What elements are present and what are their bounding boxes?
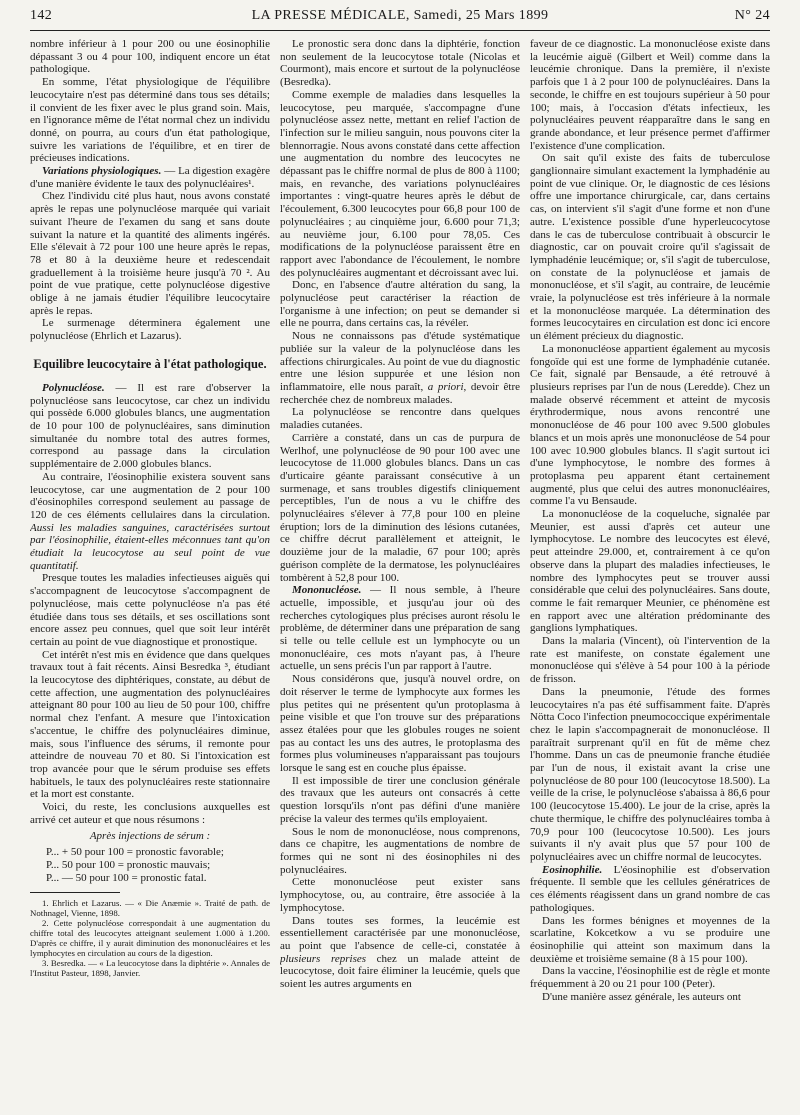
paragraph: Cet intérêt n'est mis en évidence que dans quelques travaux tout à fait récents. Ainsi Besredka ³, étudiant la leucocytose des diphtériques, constate, au début de cette affection, une augmentation des polynucléaires atteignant 80 pour 100 au lieu de 50 pour 100, chiffre normal chez l'enfant. A mesure que l'intoxication s'accentue, le chiffre des polynucléaires diminue, mais, sous l'influence des sérums, il remonte pour atteindre de nouveau 70 et 80. Si l'intoxication est trop avancée pour que le sérum produise ses effets habituels, le taux des polynucléaires reste stationnaire et la mort est constante. [30,648,270,801]
paragraph-italic: Aussi les maladies sanguines, caractérisées surtout par l'éosinophilie, étaient-elles méconnues tant qu'on étudiait la leucocytose au seul point de vue quantitatif. [30,521,270,572]
paragraph: Dans les formes bénignes et moyennes de la scarlatine, Kokcetkow a vu se produire une éosinophilie qui atteint son maximum dans la deuxième et troisième semaine (8 à 15 pour 100). [530,914,770,965]
paragraph: On sait qu'il existe des faits de tuberculose ganglionnaire simulant exactement la lymphadénie au point de vue clinique. Or, le diagnostic de ces lésions offre une importance chirurgicale, car, dans certains cas, on intervient s'il s'agit d'une forme et non d'une autre. L'existence possible d'une hyperleucocytose dans le cas de tuberculose contribuait à obscurcir le diagnostic, car on pouvait croire qu'il s'agissait de lymphadénie leucémique; or, s'il s'agit de tuberculose, on constate de la polynucléose et jamais de mononucléose, et s'il s'agit, au contraire, de leucémie vraie, la polynucléose est très inférieure à la normale et la mononucléose marquée. La détermination des formes leucocytaires en circulation est donc ici encore un élément précieux du diagnostic. [530,152,770,343]
paragraph-text: , devoir être recherchée chez de nombreux malades. [280,380,520,406]
paragraph: Chez l'individu cité plus haut, nous avons constaté après le repas une polynucléose marquée qui variait suivant l'heure de l'examen du sang et sans doute suivant la nature et la quantité des aliments ingérés. Elle s'élevait à 72 pour 100 une heure après le repas, 78 et 80 à la deuxième heure et redescendait graduellement à la troisième heure jusqu'à 70 ². Au point de vue pratique, cette polynucléose digestive oblige à ne jamais étudier l'équilibre leucocytaire après le repas. [30,190,270,317]
footnote: 2. Cette polynucléose correspondait à une augmentation du chiffre total des leucocytes atteignant seulement 1.000 à 1.200. D'après ce chiffre, il y aurait diminution des mononucléaires et les lymphocytes en circulation au cours de la digestion. [30,918,270,959]
paragraph: Le pronostic sera donc dans la diphtérie, fonction non seulement de la leucocytose totale (Nicolas et Courmont), mais encore et surtout de la polynucléose (Besredka). [280,38,520,89]
footnote: 3. Besredka. — « La leucocytose dans la diphtérie ». Annales de l'Institut Pasteur, 1898, Janvier. [30,958,270,979]
paragraph: Dans la pneumonie, l'étude des formes leucocytaires n'a pas été suffisamment faite. D'après Nötta Coco l'infection pneumococcique expérimentale chez le lapin s'accompagnerait de mononucléose. Il paraîtrait surprenant qu'il en fût de même chez l'homme. Dans un cas de pneumonie franche étudiée par l'un de nous, il existait avant la crise une polynucléose de 80 pour 100 (leucocytose 18.500). La veille de la crise, le polynucléose s'abaissa à 86,6 pour 100 (leucocytose 15.400). Le jour de la crise, après la chute thermique, le chiffre des polynucléaires tomba à 70,9 pour 100 (leucocytose 10.500). Les jours suivants il n'y avait plus que 57 pour 100 de polynucléaires avec un chiffre normal de leucocytes. [530,685,770,863]
paragraph-text: — Il est rare d'observer la polynucléose sans leucocytose, car chez un individu qui possède 6.000 globules blancs, une augmentation de 10 pour 100 de polynucléaires, sans diminution simultanée du nombre total des autres formes, correspond au passage dans la circulation supplémentaire de 2.000 globules blancs. [30,381,270,471]
paragraph-italic: a priori [427,380,464,393]
formula-title: Après injections de sérum : [89,830,211,843]
paragraph-text: Nous ne connaissons pas d'étude systématique publiée sur la valeur de la polynucléose dans les affections chirurgicales. Au point de vue du diagnostic entre une lésion suppurée et une lésion non inflammatoire, elle nous paraît, [280,330,520,393]
journal-title-date: LA PRESSE MÉDICALE, Samedi, 25 Mars 1899 [251,8,549,23]
paragraph: nombre inférieur à 1 pour 200 ou une éosinophilie dépassant 3 ou 4 pour 100, indiquent encore un état pathologique. [30,38,270,76]
footnote-divider [30,892,120,893]
paragraph [280,915,520,991]
paragraph: Dans la vaccine, l'éosinophilie est de règle et monte fréquemment à 20 ou 21 pour 100 (Peter). [530,965,770,991]
paragraph-text: L'éosinophilie est d'observation fréquente. Il semble que les cellules génératrices de ces éléments réagissent dans un grand nombre de cas pathologiques. [530,863,770,914]
paragraph [30,165,270,190]
paragraph: D'une manière assez générale, les auteurs ont [542,990,741,1003]
paragraph: Voici, du reste, les conclusions auxquelles est arrivé cet auteur et que nous résumons : [30,801,270,826]
subheading-mononucleose: Mononucléose. [292,584,362,597]
paragraph: Il est impossible de tirer une conclusion générale des travaux que les auteurs ont consacrés à cette question lorsqu'ils n'ont pas défini d'une manière précise la valeur des termes qu'ils employaient. [280,774,520,825]
footnote: 1. Ehrlich et Lazarus. — « Die Anæmie ». Traité de path. de Nothnagel, Vienne, 1898. [30,898,270,919]
paragraph: Dans la malaria (Vincent), où l'intervention de la rate est manifeste, on constate également une mononucléose qui s'élève à 54 pour 100 à la période de frisson. [530,635,770,686]
issue-number: N° 24 [734,8,770,23]
article-columns [30,38,770,1109]
paragraph: Comme exemple de maladies dans lesquelles la leucocytose, peu marquée, s'accompagne d'une polynucléose assez nette, mettant en relief l'action de l'infection sur le milieu sanguin, nous pouvons citer la blennorragie. Nous avons constaté dans cette affection une augmentation du nombre des leucocytes ne dépassant pas le chiffre normal de plus de 800 à 1100; mais, en revanche, des variations polynucléaires importantes : vingt-quatre heures après le début de l'écoulement, 6.300 leucocytes pour 66,8 pour 100 de polynucléaires ; au cinquième jour, 6.600 pour 71,3; au neuvième jour, 6.100 pour 78,05. Ces modifications de la polynucléose paraissent être en rapport avec l'abondance de l'écoulement, le nombre des polynucléaires augmentant et décroissant avec lui. [280,88,520,279]
paragraph-text: Au contraire, l'éosinophilie existera souvent sans leucocytose, car une augmentation de 2 pour 100 d'éosinophiles correspond seulement au passage de 120 de ces éléments cellulaires dans la circulation. [30,470,270,521]
paragraph: La mononucléose appartient également au mycosis fongoïde qui est une forme de lymphadénie cutanée. Ce fait, signalé par Bensaude, a été retrouvé à plusieurs reprises par l'un de nous (Leredde). Chez un malade observé récemment et atteint de mycosis érythrodermique, nous avons rencontré une mononucléose de 46 pour 100 avec 9.500 globules blancs et un mois après une mononucléose de 54 pour 100 avec 10.900 globules blancs. Il s'agit surtout ici d'une lymphocytose, le nombre des formes à protoplasma peu apparent étant certainement augmenté, plus que celui des autres mononucléaires, comme l'a vu Bensaude. [530,342,770,508]
column-3 [530,38,770,1109]
paragraph: Sous le nom de mononucléose, nous comprenons, dans ce chapitre, les augmentations de nombre de formes qui ne sont ni des éosinophiles ni des polynucléaires. [280,825,520,876]
page-header [30,6,770,31]
paragraph: Donc, en l'absence d'autre altération du sang, la polynucléose peut caractériser la réaction de l'organisme à une infection; on peut se demander si elle ne pourra, dans certains cas, la révéler. [280,279,520,330]
paragraph: La mononucléose de la coqueluche, signalée par Meunier, est aussi d'après cet auteur une lymphocytose. Le nombre des leucocytes est élevé, peut atteindre 29.000, et, contrairement à ce qu'on observe dans la plupart des maladies infectieuses, le nombre des lymphocytes peut se trouver aussi considérable que celui des polynucléaires. Sans doute, comme le fait remarquer Meunier, ce phénomène est en rapport avec une altération prédominante des ganglions lymphatiques. [530,508,770,635]
paragraph-italic: plusieurs reprises [280,952,367,965]
paragraph: La polynucléose se rencontre dans quelques maladies cutanées. [280,406,520,432]
paragraph: En somme, l'état physiologique de l'équilibre leucocytaire n'est pas déterminé dans tous ses détails; il convient de les fixer avec le plus grand soin. Mais, en l'ignorance même de l'état normal chez un individu donné, on pourra, au cours d'un état pathologique, suivre les variations de l'équilibre, et en tirer de précieuses indications. [30,76,270,165]
paragraph [30,471,270,573]
paragraph: Le surmenage déterminera également une polynucléose (Ehrlich et Lazarus). [30,317,270,343]
paragraph: Carrière a constaté, dans un cas de purpura de Werlhof, une polynucléose de 90 pour 100 avec une leucocytose de 11.000 globules blancs. Dans un cas d'urticaire géante paraissant consécutive à un surmenage, et sans troubles digestifs cliniquement perceptibles, l'un de nous a vu le chiffre des polynucléaires s'élever à 77,8 pour 100 en pleine éruption; lors de la diminution des lésions cutanées, ce chiffre décrut parallèlement et atteignit, le douzième jour de la maladie, 67 pour 100; après guérison complète de la dermatose, les polynucléaires tombèrent à 52,8 pour 100. [280,431,520,584]
paragraph [30,382,270,471]
column-2 [280,38,520,1109]
paragraph-text: chez un malade atteint de leucocytose, doit faire éliminer la leucémie, quels que soient les autres arguments en [280,952,520,991]
formula-line: P... 50 pour 100 = pronostic mauvais; [46,858,211,871]
column-1 [30,38,270,1109]
subheading-eosinophilie: Eosinophilie. [542,863,603,876]
paragraph: Nous considérons que, jusqu'à nouvel ordre, on doit réserver le terme de lymphocyte aux formes les plus petites qui ne présentent qu'un protoplasma à peine visible et que l'on trouve sur des préparations assez étalées pour que les globules rouges ne soient pas au contact les uns des autres, le protoplasma des formes plus volumineuses n'apparaissant pas toujours lorsque le sang est en couche plus épaisse. [280,673,520,775]
formula-line: P... + 50 pour 100 = pronostic favorable; [46,846,224,859]
paragraph: Cette mononucléose peut exister sans lymphocytose, ou, au contraire, être associée à la lymphocytose. [280,876,520,914]
paragraph [280,330,520,406]
paragraph-text: — La digestion exagère d'une manière évidente le taux des polynucléaires¹. [30,165,270,190]
paragraph-text: — Il nous semble, à l'heure actuelle, impossible, et jusqu'au jour où des recherches cytologiques plus précises auront résolu le problème, de déterminer dans une préparation de sang si telle ou telle cellule est un lymphocyte ou un mononucléaire, ces mots n'ayant pas, à l'heure actuelle, un sens précis l'un par rapport à l'autre. [280,584,520,673]
section-title: Equilibre leucocytaire à l'état pathologique. [33,356,267,371]
paragraph [530,864,770,915]
paragraph [280,584,520,673]
paragraph: Presque toutes les maladies infectieuses aiguës qui s'accompagnent de leucocytose s'accompagnent de polynucléose, mais cette polynucléose n'a pas été étudiée dans tous ses détails, et ses oscillations sont encore assez peu connues, quel que soit leur intérêt certain au point de vue diagnostique et pronostique. [30,572,270,648]
subheading-polynucleose: Polynucléose. [42,381,105,394]
page-number: 142 [30,8,53,23]
paragraph-text: Dans toutes ses formes, la leucémie est essentiellement caractérisée par une mononucléose, au point que l'absence de celle-ci, constatée à [280,914,520,952]
subheading-variations: Variations physiologiques. [42,165,162,178]
formula-line: P... — 50 pour 100 = pronostic fatal. [46,871,207,884]
paragraph: faveur de ce diagnostic. La mononucléose existe dans la leucémie aiguë (Gilbert et Weil) comme dans la leucémie chronique. Dans la première, il n'existe parfois que 1 à 2 pour 100 de polynucléaires. Dans la seconde, le chiffre en est toujours supérieur à 50 pour 100; mais, à l'occasion d'états infectieux, les polynucléaires peuvent réapparaître dans le sang en grande abondance, et leur présence permet d'affirmer l'existence d'une complication. [530,38,770,152]
